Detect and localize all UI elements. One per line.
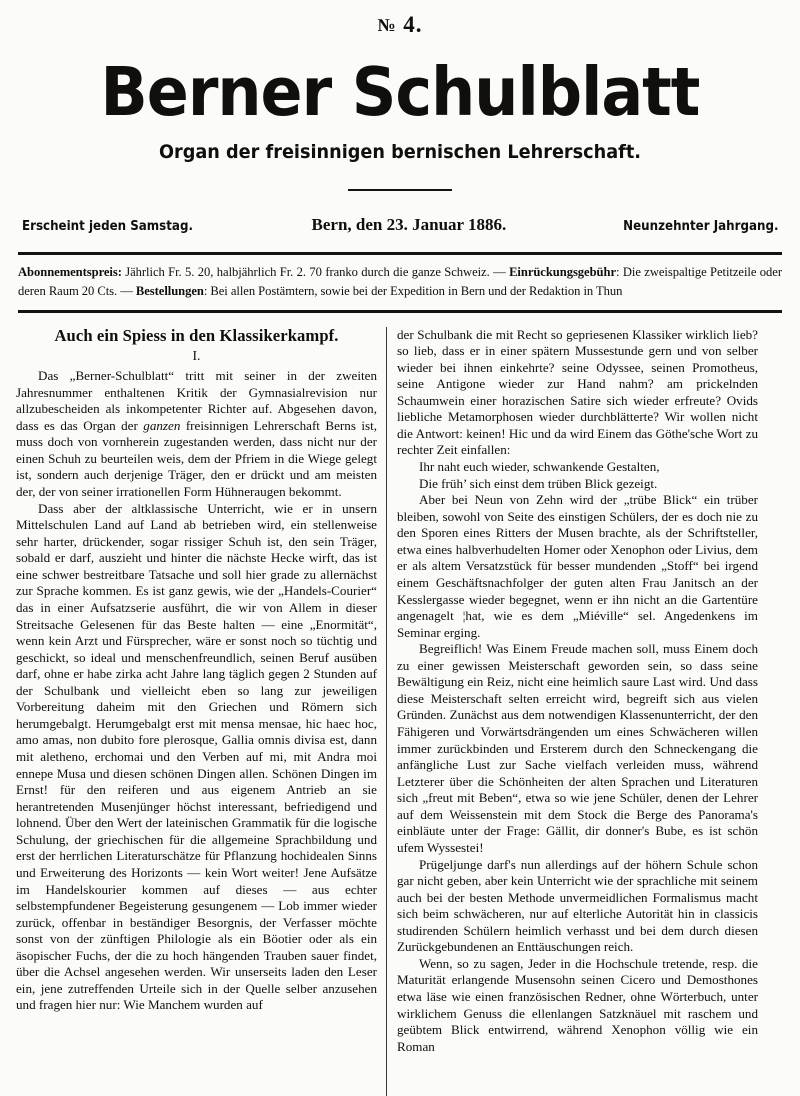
paragraph: Aber bei Neun von Zehn wird der „trübe Blick“ ein trüber bleiben, sowohl von Seite des einstigen Schülers, der es doch nie zu den Sporen eines Ritters der Musen brachte, als der Schriftsteller, etwa eines halbverhudelten Homer oder Xenophon oder Livius, dem er als altem Versatzstück für besser mundenden „Stoff“ bei irgend einem Geschäftsnachfolger der guten alten Frau Janitsch an der Kesslergasse wieder begegnet, wenn er ihn nicht an die Gartentüre angenagelt ¦hat, wie es dem „Miéville“ sel. Angedenkens im Seminar erging.: [397, 492, 758, 640]
subscription-price-label: Abonnementspreis:: [18, 265, 122, 280]
publication-place-date: Bern, den 23. Januar 1886.: [311, 215, 507, 235]
publication-volume: Neunzehnter Jahrgang.: [622, 218, 778, 235]
paragraph: Wenn, so zu sagen, Jeder in die Hochschule tretende, resp. die Maturität erlangende Musensohn seinen Cicero und Demosthones etwa läse wie einen französischen Redner, ohne Wörterbuch, unter wirklichem Genuss die ellenlangen Satzknäuel mit raschem und geübtem Blick entwirrend, während Xenophon völlig wie ein Roman: [397, 955, 758, 1054]
orders-label: Bestellungen: [135, 284, 204, 299]
emphasis-text: ganzen: [143, 417, 181, 433]
article-title: Auch ein Spiess in den Klassikerkampf.: [54, 326, 339, 345]
paragraph: Prügeljunge darf's nun allerdings auf der höhern Schule schon gar nicht geben, aber kein Unterricht wie der sprachliche mit seinem auch bei der besten Methode unvermeidlichen Formalismus macht sich beim schwächeren, nur auf elterliche Autorität hin in classicis studirenden Schülern heimlich verhasst und bei dem durch diesen Zurückgebundenen an Enttäuschungen reich.: [397, 856, 758, 955]
insertion-fee-text: : Die zweispaltige Petitzeile oder deren Raum 20 Cts. —: [18, 265, 782, 299]
paragraph: Begreiflich! Was Einem Freude machen soll, muss Einem doch zu einer gewissen Meisterschaft geworden sein, so dass seine Bewältigung ein Reiz, nicht eine heimlich saure Last wird. Und dass diese Meisterschaft selten erreicht wird, begreift sich aus vielen Gründen. Zunächst aus dem notwendigen Klassenunterricht, der den Fähigeren und Vorwärtsdrängenden um eines Schwächeren willen immer zurückbinden und Ersterem durch den Schneckengang die anfängliche Lust zur Sache vielfach verleiden muss, während Letzterer über die Schönheiten der alten Sprachen und Literaturen sich „freut mit Beben“, etwa so wie jene Schüler, denen der Lehrer auf dem Weissenstein mit dem Stock die Berge des Panorama's einbläute unter der Frage: Gällit, dir donner's Bube, es ist schön ufem Wyssestei!: [397, 641, 758, 855]
paragraph-text: Das „Berner-Schulblatt“ tritt mit seiner in der zweiten Jahresnummer enthaltenen Kritik der Gymnasialrevision nur allzubescheiden als inkompetenter Richter auf. Abgesehen davon, dass es das Organ der: [16, 368, 377, 433]
publication-line: [22, 215, 778, 235]
subscription-price-text: Jährlich Fr. 5. 20, halbjährlich Fr. 2. 70 franko durch die ganze Schweiz. —: [121, 265, 510, 280]
paragraph-text: freisinnigen Lehrerschaft Berns ist, muss doch von vornherein zugestanden werden, dass nicht nur der einen Schuh zu beurteilen weis, dem der Pfriem in die Wiege gelegt ist, sondern auch derjenige Träger, den er drückt und am meisten der, der von seiner irrationellen Form Hühneraugen bekommt.: [16, 417, 378, 500]
numero-sign: №: [377, 15, 397, 35]
masthead-subtitle: Organ der freisinnigen bernischen Lehrerschaft.: [158, 141, 641, 164]
verse-line: Ihr naht euch wieder, schwankende Gestalten,: [419, 459, 660, 475]
orders-text: : Bei allen Postämtern, sowie bei der Expedition in Bern und der Redaktion in Thun: [203, 284, 623, 299]
issue-number: [0, 13, 800, 36]
issue-number-value: 4.: [403, 12, 423, 37]
column-left: [16, 327, 386, 1096]
divider-rule-top: [18, 252, 782, 255]
article-columns: [16, 327, 784, 1096]
column-right: [386, 327, 758, 1096]
insertion-fee-label: Einrückungsgebühr: [509, 265, 616, 280]
decorative-rule: [348, 189, 452, 191]
paragraph-continuation: der Schulbank die mit Recht so gepriesenen Klassiker wirklich lieb? so lieb, dass er in einer spätern Mussestunde gern und von selber wieder bei ihnen einkehrte? seine Odyssee, seinen Promotheus, seine Antigone wieder zur Hand nahm? am prickelnden Schaumwein einer horazischen Satire sich wieder erfreute? Ovids liebliche Metamorphosen wieder durchblätterte? Wir wollen nicht die Antwort: keinen! Hic und da wird Einem das Göthe'sche Wort zu rechter Zeit einfallen:: [397, 326, 758, 458]
divider-rule-bottom: [18, 310, 782, 313]
masthead-title: Berner Schulblatt: [100, 52, 700, 132]
verse-line: Die früh’ sich einst dem trüben Blick gezeigt.: [419, 475, 658, 491]
paragraph: [16, 368, 377, 501]
subscription-info: [18, 263, 782, 301]
article-section-number: I.: [192, 347, 201, 363]
paragraph: Dass aber der altklassische Unterricht, wie er in unsern Mittelschulen Land auf Land ab betrieben wird, ein stellenweise sehr harter, drückender, sogar rissiger Schuh ist, den sein Träger, sobald er darf, auszieht und hinter die nächste Hecke wirft, das ist eine schwer bestreitbare Tatsache und soll hier grade zu allernächst zur Sprache kommen. Es ist ganz gewis, wie der „Handels-Courier“ das in einer Aufsatzserie ausführt, die wir von Allem in dieser Streitsache Gelesenen für das Beste halten — eine „Enormität“, wenn kein Arzt und Fürsprecher, wäre er sonst noch so tüchtig und geschickt, so ideal und menschenfreundlich, seinen Beruf ausüben darf, ohne er habe zirka acht Jahre lang täglich gegen 2 Stunden auf der Schulbank und vielleicht eben so lang zur jeweiligen Vorbereitung daheim mit den Griechen und Römern sich herumgebalgt. Herumgebalgt erst mit mensa mensae, hic haec hoc, amo amas, non dubito fore plerosque, Gallia omnis divisa est, dann mit aletheno, erchomai und den Verben auf mi, mit Andra moi ennepe Musa und diesen schönen Dingen allen. Schönen Dingen im Ernst! für den reiferen und aus eigenem Antrieb an sie herantretenden Musenjünger höchst interessant, befriedigend und lohnend. Über den Wert der lateinischen Grammatik für die logische Schulung, der griechischen für die allgemeine Sprachbildung und erst der herrlichen Literaturschätze für Pflanzung hochidealen Sinns und Erweiterung des Horizonts — kein Wort weiter! Jene Aufsätze im Handelskourier kommen auf dieses — aus echter selbstempfundener Begeisterung gesungenem — Lob immer wieder zurück, offenbar in beständiger Besorgnis, der Verfasser möchte sonst von der zünftigen Philologie als ein Böotier oder als ein äsopischer Fuchs, der die zu hoch hängenden Trauben sauer findet, über die Achsel angesehen werden. Wir unserseits laden den Leser ein, jene zutreffenden Urteile sich in der Quelle selber anzusehen und fragen hier nur: Wie Manchem wurden auf: [16, 500, 377, 1013]
publication-frequency: Erscheint jeden Samstag.: [22, 218, 193, 235]
